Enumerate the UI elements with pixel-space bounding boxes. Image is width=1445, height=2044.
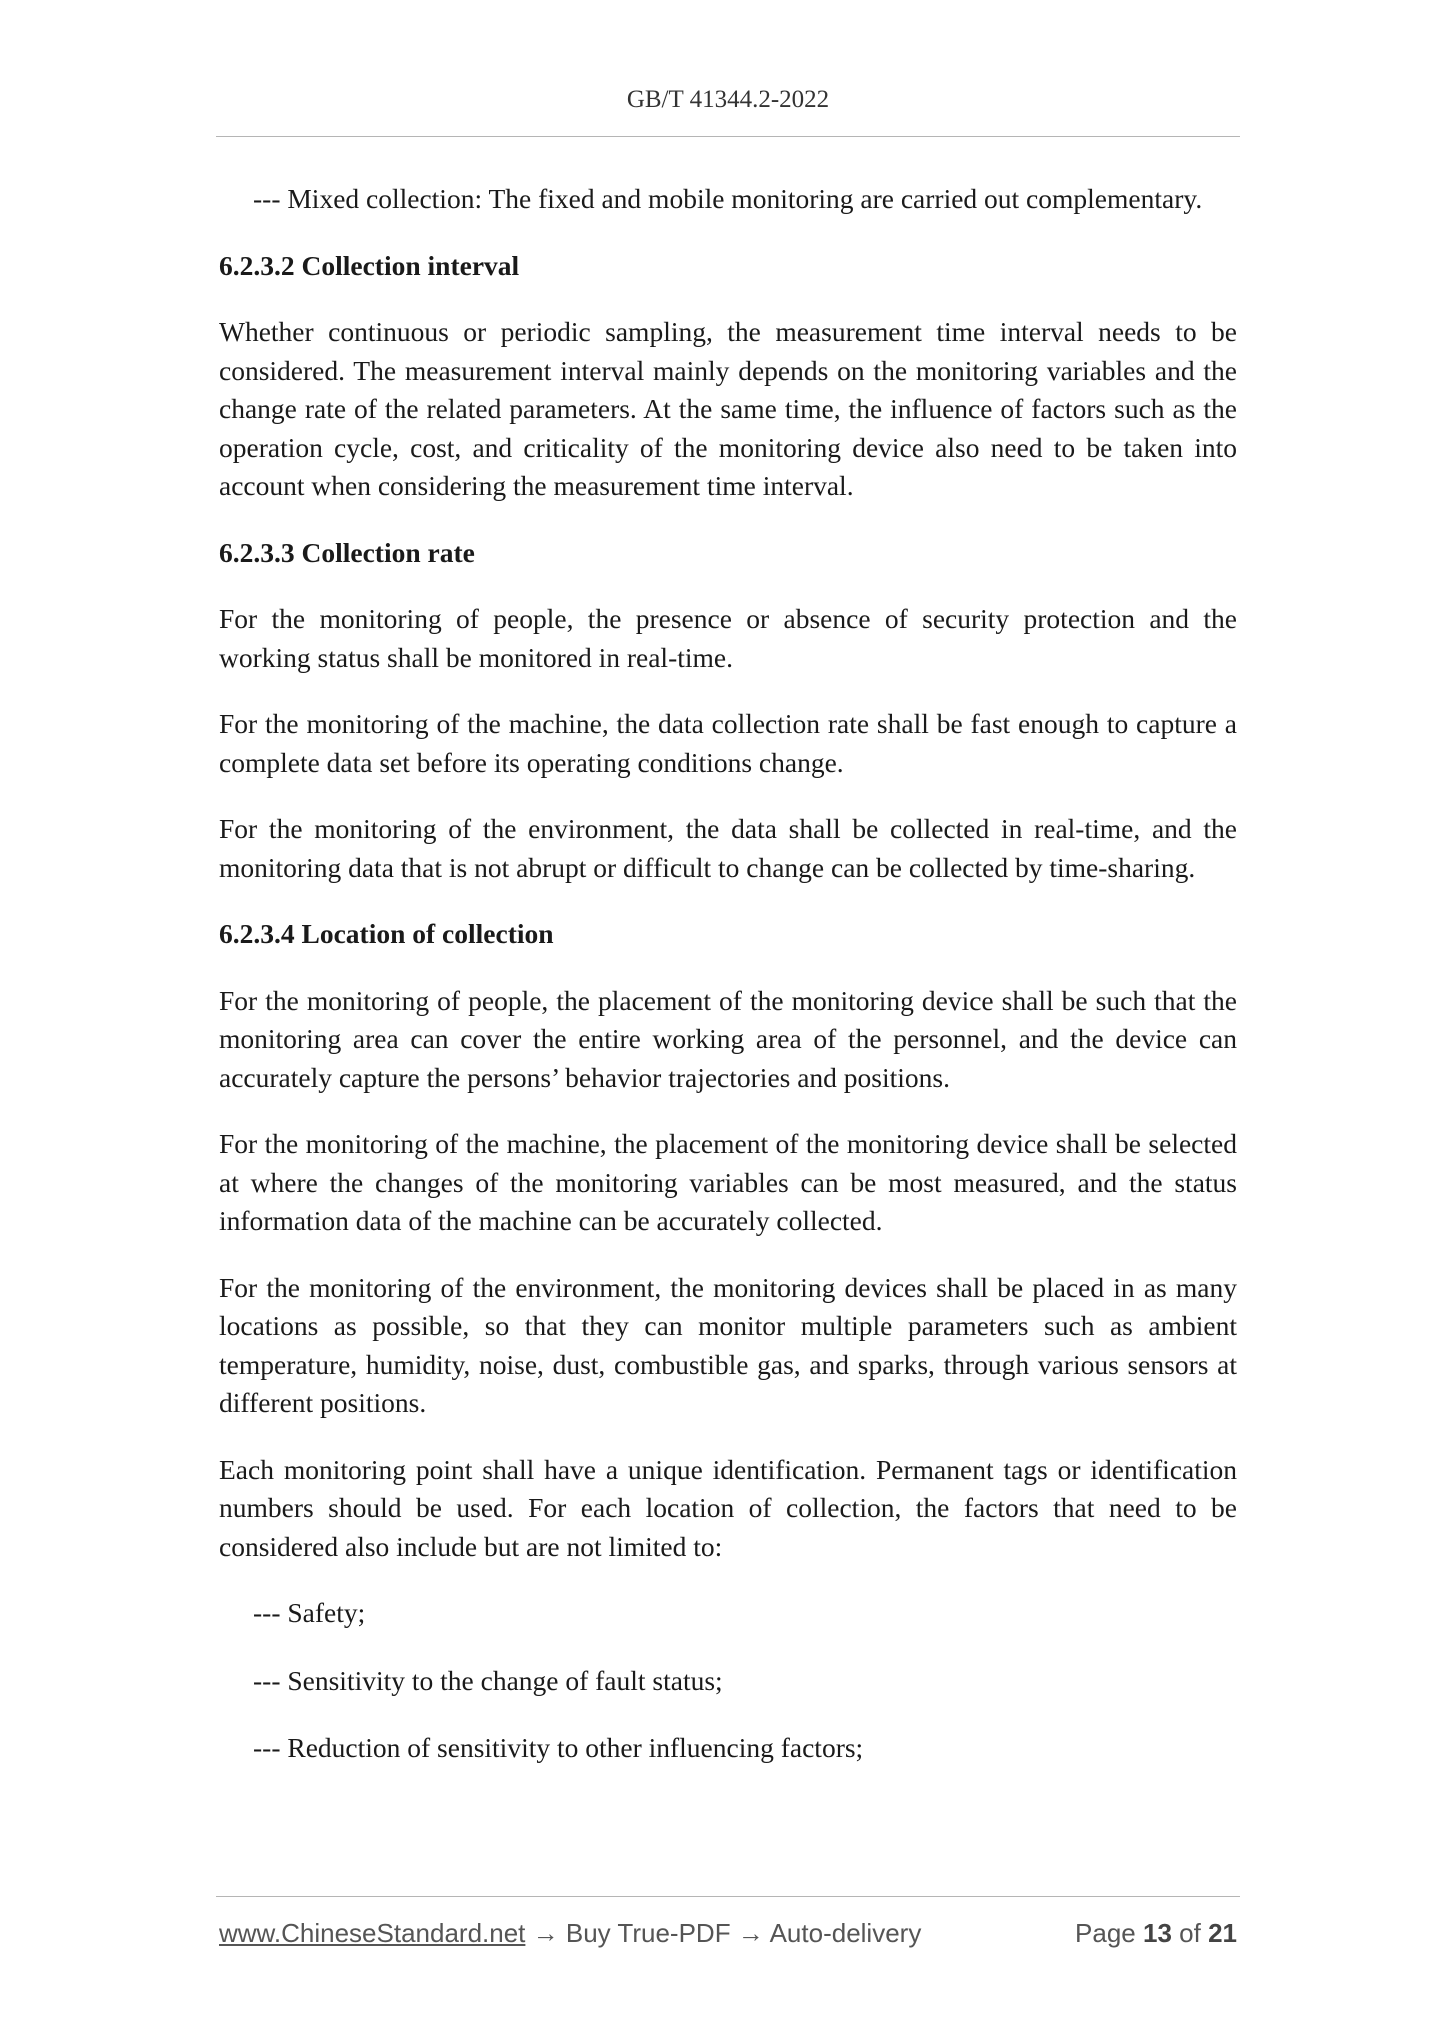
heading-collection-rate: 6.2.3.3 Collection rate — [219, 536, 475, 568]
site-link[interactable]: www.ChineseStandard.net — [219, 1918, 526, 1948]
paragraph-location-machine: For the monitoring of the machine, the placement of the monitoring device shall be selected at where the changes of the monitoring variables can be most measured, and the status information data of the machine can be accurately collected. — [219, 1128, 1237, 1236]
document-id-header: GB/T 41344.2-2022 — [626, 86, 830, 113]
page-footer — [219, 1918, 1237, 1949]
page-total: 21 — [1208, 1918, 1237, 1948]
heading-location-of-collection: 6.2.3.4 Location of collection — [219, 918, 554, 949]
paragraph-location-environment: For the monitoring of the environment, the monitoring devices shall be placed in as many locations as possible, so that they can monitor multiple parameters such as ambient temperature, humidity, noise, dust, combustible gas, and sparks, through various sensors at different positions. — [219, 1271, 1237, 1418]
paragraph-rate-people: For the monitoring of people, the presence or absence of security protection and the working status shall be monitored in real-time. — [219, 603, 1237, 673]
bullet-mixed-collection: --- Mixed collection: The fixed and mobile monitoring are carried out complementary. — [253, 183, 1203, 214]
paragraph-rate-machine: For the monitoring of the machine, the data collection rate shall be fast enough to capture a complete data set before its operating conditions change. — [219, 708, 1237, 778]
bullet-safety: --- Safety; — [253, 1597, 366, 1628]
page-indicator — [1075, 1918, 1237, 1949]
paragraph-location-people: For the monitoring of people, the placement of the monitoring device shall be such that the monitoring area can cover the entire working area of the personnel, and the device can accurately capture the persons’ behavior trajectories and positions. — [219, 984, 1237, 1093]
page-of: of — [1179, 1918, 1201, 1948]
paragraph-rate-environment: For the monitoring of the environment, the data shall be collected in real-time, and the monitoring data that is not abrupt or difficult to change can be collected by time-sharing. — [219, 813, 1237, 883]
bullet-reduction: --- Reduction of sensitivity to other influencing factors; — [253, 1732, 864, 1763]
header-divider — [216, 136, 1240, 137]
paragraph-collection-interval: Whether continuous or periodic sampling, the measurement time interval needs to be considered. The measurement interval mainly depends on the monitoring variables and the change rate of the related parameters. At the same time, the influence of factors such as the operation cycle, cost, and criticality of the monitoring device also need to be taken into account when considering the measurement time interval. — [219, 316, 1237, 501]
heading-collection-interval: 6.2.3.2 Collection interval — [219, 249, 520, 281]
footer-divider — [216, 1896, 1240, 1897]
page-label: Page — [1075, 1918, 1136, 1948]
paragraph-monitoring-point: Each monitoring point shall have a unique identification. Permanent tags or identification numbers should be used. For each location of collection, the factors that need to be considered also include but are not limited to: — [219, 1453, 1237, 1562]
bullet-sensitivity: --- Sensitivity to the change of fault status; — [253, 1664, 723, 1696]
page-content — [219, 180, 1237, 1797]
buy-text: → Buy True-PDF → Auto-delivery — [532, 1918, 922, 1948]
footer-promo — [219, 1918, 921, 1949]
page-current: 13 — [1143, 1918, 1172, 1948]
